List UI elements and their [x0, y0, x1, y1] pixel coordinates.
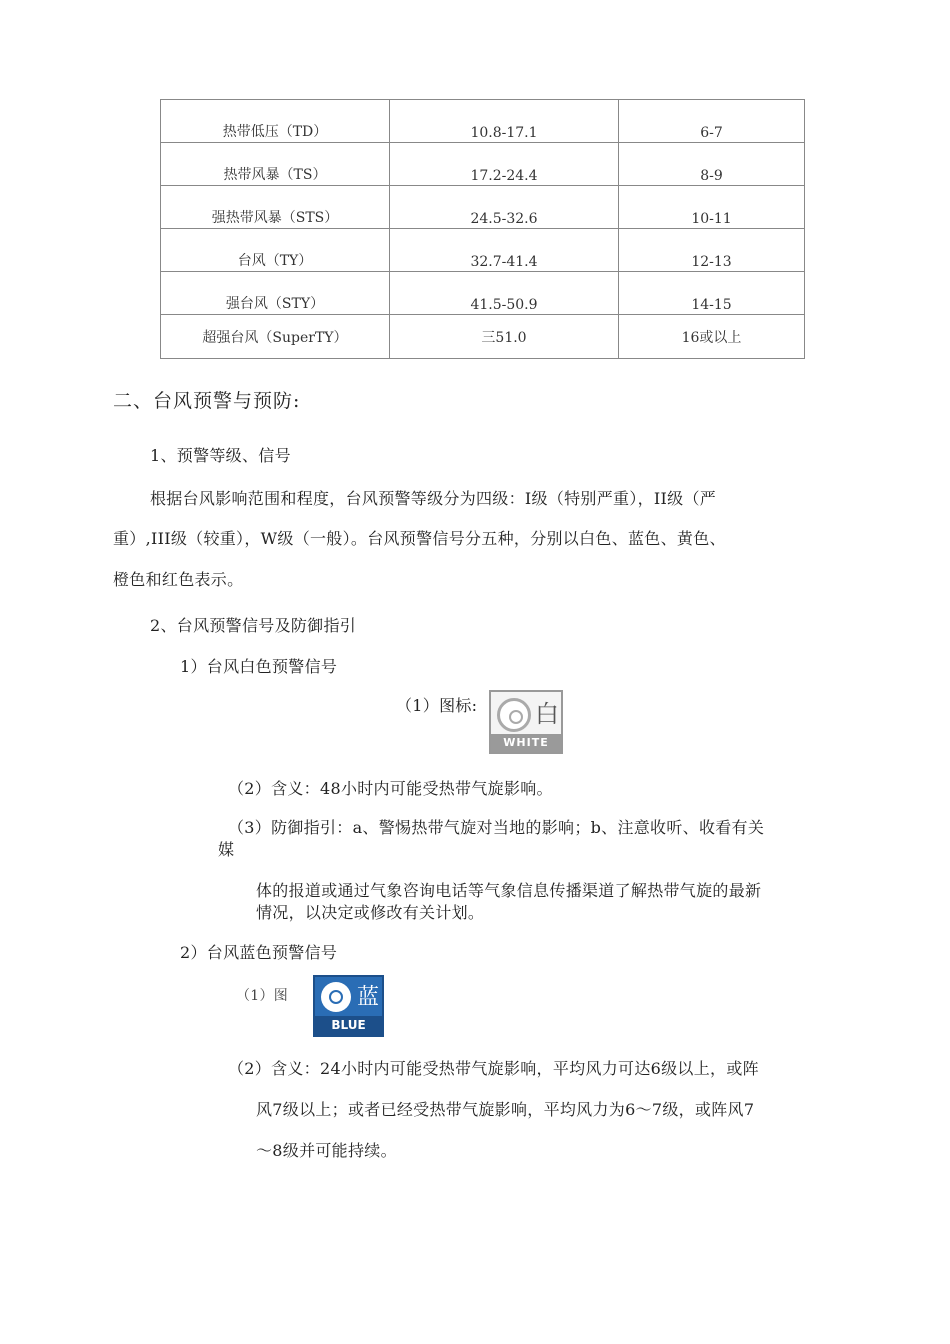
signal-char: 蓝	[357, 985, 380, 1010]
icon-label: （1）图	[236, 988, 289, 1004]
table-cell: 14-15	[619, 272, 805, 315]
table-cell: 台风（TY）	[161, 229, 390, 272]
signal-text: BLUE	[315, 1016, 382, 1035]
table-cell: 超强台风（SuperTY）	[161, 315, 390, 359]
table-row	[161, 186, 805, 229]
blue-meaning-line: 风7级以上；或者已经受热带气旋影响，平均风力为6〜7级，或阵风7	[256, 1100, 755, 1119]
blue-meaning-line: 〜8级并可能持续。	[256, 1141, 397, 1160]
white-meaning: （2）含义：48小时内可能受热带气旋影响。	[228, 779, 553, 798]
table-cell: 6-7	[619, 100, 805, 143]
white-guide-line: 体的报道或通过气象咨询电话等气象信息传播渠道了解热带气旋的最新	[256, 881, 762, 900]
table-cell: 41.5-50.9	[390, 272, 619, 315]
table-row	[161, 100, 805, 143]
table-cell: 12-13	[619, 229, 805, 272]
paragraph-line: 重）,III级（较重），W级（一般）。台风预警信号分五种，分别以白色、蓝色、黄色、	[113, 529, 726, 548]
table-cell: 强台风（STY）	[161, 272, 390, 315]
section-heading: 二、台风预警与预防:	[113, 390, 301, 412]
typhoon-symbol-icon	[321, 982, 351, 1012]
icon-label: （1）图标:	[396, 696, 478, 715]
table-cell: 17.2-24.4	[390, 143, 619, 186]
table-row	[161, 315, 805, 359]
white-guide-line: 媒	[218, 840, 235, 859]
table-cell: 16或以上	[619, 315, 805, 359]
typhoon-white-signal-icon	[489, 690, 563, 754]
table-row	[161, 229, 805, 272]
table-cell: 8-9	[619, 143, 805, 186]
table-cell: 10.8-17.1	[390, 100, 619, 143]
typhoon-classification-table	[160, 99, 805, 359]
table-cell: 32.7-41.4	[390, 229, 619, 272]
blue-signal-title: 2）台风蓝色预警信号	[180, 943, 338, 962]
white-signal-title: 1）台风白色预警信号	[180, 657, 338, 676]
table-row	[161, 143, 805, 186]
typhoon-blue-signal-icon	[313, 975, 384, 1037]
white-guide-line: （3）防御指引：a、警惕热带气旋对当地的影响；b、注意收听、收看有关	[228, 818, 765, 837]
signal-text: WHITE	[491, 734, 561, 752]
subsection-title: 2、台风预警信号及防御指引	[150, 616, 357, 635]
signal-char: 白	[535, 700, 559, 728]
typhoon-symbol-icon	[497, 698, 531, 732]
subsection-title: 1、预警等级、信号	[150, 446, 291, 465]
table-cell: 强热带风暴（STS）	[161, 186, 390, 229]
white-guide-line: 情况，以决定或修改有关计划。	[256, 903, 485, 922]
paragraph-line: 根据台风影响范围和程度，台风预警等级分为四级：I级（特别严重），II级（严	[150, 489, 717, 508]
table-cell: 热带风暴（TS）	[161, 143, 390, 186]
table-cell: 三51.0	[390, 315, 619, 359]
table-row	[161, 272, 805, 315]
table-cell: 10-11	[619, 186, 805, 229]
paragraph-line: 橙色和红色表示。	[113, 570, 244, 589]
blue-meaning-line: （2）含义：24小时内可能受热带气旋影响，平均风力可达6级以上，或阵	[228, 1059, 759, 1078]
table-cell: 24.5-32.6	[390, 186, 619, 229]
table-cell: 热带低压（TD）	[161, 100, 390, 143]
